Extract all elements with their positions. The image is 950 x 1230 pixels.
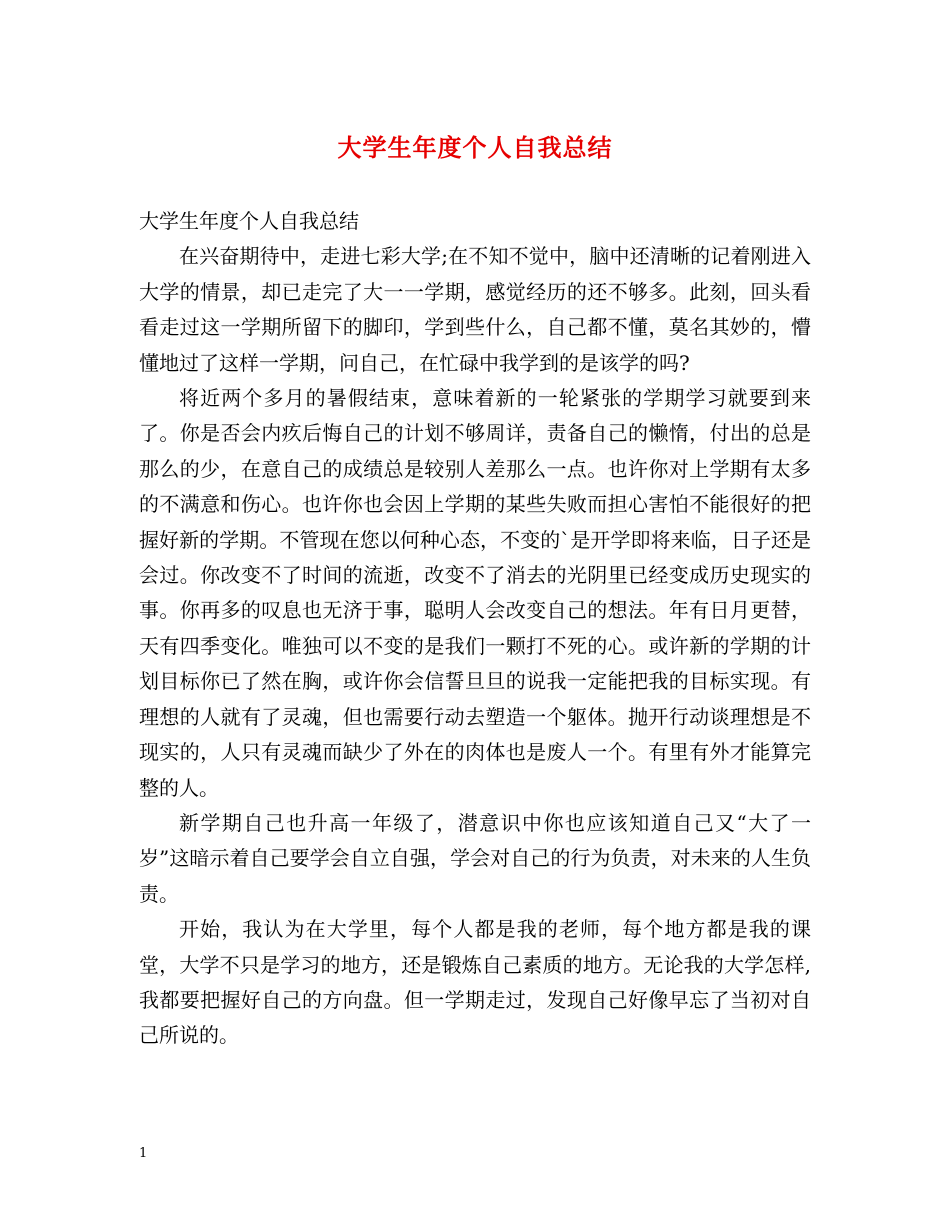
paragraph-1: 在兴奋期待中，走进七彩大学;在不知不觉中，脑中还清晰的记着刚进入大学的情景，却已走完了大一一学期，感觉经历的还不够多。此刻，回头看看走过这一学期所留下的脚印，学到些什么，自己都不懂，莫名其妙的，懵懂地过了这样一学期，问自己，在忙碌中我学到的是该学的吗? [139, 244, 811, 375]
paragraph-4: 开始，我认为在大学里，每个人都是我的老师，每个地方都是我的课堂，大学不只是学习的地方，还是锻炼自己素质的地方。无论我的大学怎样,我都要把握好自己的方向盘。但一学期走过，发现自己好像早忘了当初对自己所说的。 [139, 917, 811, 1048]
paragraph-3: 新学期自己也升高一年级了，潜意识中你也应该知道自己又“大了一岁”这暗示着自己要学会自立自强，学会对自己的行为负责，对未来的人生负责。 [139, 810, 811, 906]
document-body [139, 204, 811, 1054]
page-number: 1 [139, 1146, 148, 1161]
paragraph-2: 将近两个多月的暑假结束，意味着新的一轮紧张的学期学习就要到来了。你是否会内疚后悔自己的计划不够周详，责备自己的懒惰，付出的总是那么的少，在意自己的成绩总是较别人差那么一点。也许你对上学期有太多的不满意和伤心。也许你也会因上学期的某些失败而担心害怕不能很好的把握好新的学期。不管现在您以何种心态，不变的`是开学即将来临，日子还是会过。你改变不了时间的流逝，改变不了消去的光阴里已经变成历史现实的事。你再多的叹息也无济于事，聪明人会改变自己的想法。年有日月更替，天有四季变化。唯独可以不变的是我们一颗打不死的心。或许新的学期的计划目标你已了然在胸，或许你会信誓旦旦的说我一定能把我的目标实现。有理想的人就有了灵魂，但也需要行动去塑造一个躯体。抛开行动谈理想是不现实的，人只有灵魂而缺少了外在的肉体也是废人一个。有里有外才能算完整的人。 [139, 386, 811, 800]
document-title: 大学生年度个人自我总结 [337, 133, 613, 162]
document-subtitle: 大学生年度个人自我总结 [139, 209, 359, 233]
